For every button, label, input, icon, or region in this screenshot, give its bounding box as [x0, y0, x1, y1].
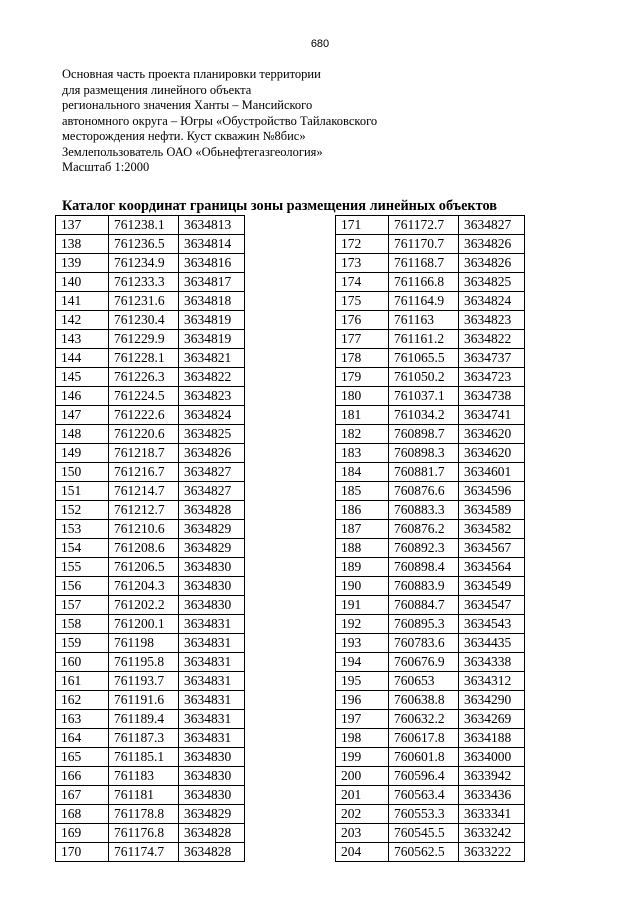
- point-number: 160: [56, 653, 109, 672]
- table-row: [336, 368, 525, 387]
- coord-y: 3634831: [179, 615, 245, 634]
- point-number: 150: [56, 463, 109, 482]
- point-number: 191: [336, 596, 389, 615]
- coord-x: 760562.5: [389, 843, 459, 862]
- coord-y: 3634589: [459, 501, 525, 520]
- table-row: [336, 444, 525, 463]
- table-row: [56, 653, 245, 672]
- table-row: [336, 539, 525, 558]
- point-number: 200: [336, 767, 389, 786]
- coord-y: 3634827: [179, 482, 245, 501]
- coord-x: 761233.3: [109, 273, 179, 292]
- coord-y: 3634829: [179, 539, 245, 558]
- coord-y: 3634831: [179, 653, 245, 672]
- coord-y: 3634826: [459, 254, 525, 273]
- point-number: 148: [56, 425, 109, 444]
- point-number: 193: [336, 634, 389, 653]
- point-number: 188: [336, 539, 389, 558]
- table-row: [56, 691, 245, 710]
- table-row: [336, 843, 525, 862]
- point-number: 180: [336, 387, 389, 406]
- coord-y: 3634723: [459, 368, 525, 387]
- coord-x: 761037.1: [389, 387, 459, 406]
- coord-x: 760601.8: [389, 748, 459, 767]
- table-row: [336, 786, 525, 805]
- point-number: 202: [336, 805, 389, 824]
- table-row: [336, 216, 525, 235]
- coord-x: 760596.4: [389, 767, 459, 786]
- point-number: 179: [336, 368, 389, 387]
- point-number: 183: [336, 444, 389, 463]
- coord-y: 3634828: [179, 843, 245, 862]
- coord-x: 761163: [389, 311, 459, 330]
- coord-x: 761168.7: [389, 254, 459, 273]
- coord-y: 3634814: [179, 235, 245, 254]
- coord-y: 3634830: [179, 596, 245, 615]
- table-row: [56, 729, 245, 748]
- point-number: 186: [336, 501, 389, 520]
- table-row: [56, 273, 245, 292]
- table-row: [56, 406, 245, 425]
- table-row: [56, 235, 245, 254]
- coord-y: 3634819: [179, 330, 245, 349]
- coord-x: 761200.1: [109, 615, 179, 634]
- table-row: [336, 805, 525, 824]
- coord-y: 3634825: [459, 273, 525, 292]
- coord-y: 3634828: [179, 501, 245, 520]
- point-number: 192: [336, 615, 389, 634]
- table-row: [336, 767, 525, 786]
- table-row: [56, 786, 245, 805]
- point-number: 190: [336, 577, 389, 596]
- point-number: 199: [336, 748, 389, 767]
- coord-y: 3634831: [179, 729, 245, 748]
- table-row: [56, 596, 245, 615]
- table-row: [56, 311, 245, 330]
- coord-y: 3634827: [179, 463, 245, 482]
- coord-x: 761230.4: [109, 311, 179, 330]
- point-number: 138: [56, 235, 109, 254]
- point-number: 197: [336, 710, 389, 729]
- coord-x: 761229.9: [109, 330, 179, 349]
- point-number: 169: [56, 824, 109, 843]
- coord-x: 761224.5: [109, 387, 179, 406]
- coord-x: 761214.7: [109, 482, 179, 501]
- coord-y: 3633436: [459, 786, 525, 805]
- coord-x: 760883.9: [389, 577, 459, 596]
- table-row: [56, 558, 245, 577]
- point-number: 171: [336, 216, 389, 235]
- coord-x: 761164.9: [389, 292, 459, 311]
- table-row: [56, 254, 245, 273]
- point-number: 168: [56, 805, 109, 824]
- point-number: 164: [56, 729, 109, 748]
- table-row: [56, 330, 245, 349]
- coord-x: 760553.3: [389, 805, 459, 824]
- point-number: 140: [56, 273, 109, 292]
- table-row: [336, 273, 525, 292]
- point-number: 204: [336, 843, 389, 862]
- point-number: 155: [56, 558, 109, 577]
- table-row: [336, 577, 525, 596]
- point-number: 152: [56, 501, 109, 520]
- coord-x: 760895.3: [389, 615, 459, 634]
- coord-x: 760545.5: [389, 824, 459, 843]
- coord-x: 761191.6: [109, 691, 179, 710]
- coord-y: 3634818: [179, 292, 245, 311]
- coord-x: 761065.5: [389, 349, 459, 368]
- point-number: 182: [336, 425, 389, 444]
- point-number: 146: [56, 387, 109, 406]
- document-header: [62, 67, 462, 176]
- coord-y: 3634567: [459, 539, 525, 558]
- table-row: [56, 216, 245, 235]
- point-number: 137: [56, 216, 109, 235]
- coord-x: 761234.9: [109, 254, 179, 273]
- table-row: [56, 463, 245, 482]
- coord-y: 3634831: [179, 634, 245, 653]
- point-number: 174: [336, 273, 389, 292]
- coord-y: 3634824: [179, 406, 245, 425]
- header-line: регионального значения Ханты – Мансийского: [62, 98, 313, 112]
- point-number: 157: [56, 596, 109, 615]
- table-row: [336, 520, 525, 539]
- coord-x: 761231.6: [109, 292, 179, 311]
- point-number: 142: [56, 311, 109, 330]
- coord-y: 3634822: [179, 368, 245, 387]
- coord-x: 761170.7: [389, 235, 459, 254]
- coord-y: 3634829: [179, 520, 245, 539]
- coord-y: 3634601: [459, 463, 525, 482]
- table-row: [336, 387, 525, 406]
- point-number: 151: [56, 482, 109, 501]
- coord-x: 761202.2: [109, 596, 179, 615]
- table-row: [336, 558, 525, 577]
- coord-x: 761034.2: [389, 406, 459, 425]
- coord-x: 760563.4: [389, 786, 459, 805]
- coord-y: 3634435: [459, 634, 525, 653]
- coord-y: 3634290: [459, 691, 525, 710]
- coord-y: 3633942: [459, 767, 525, 786]
- coord-y: 3634620: [459, 444, 525, 463]
- coord-x: 760898.4: [389, 558, 459, 577]
- coord-x: 761181: [109, 786, 179, 805]
- coord-x: 761218.7: [109, 444, 179, 463]
- header-line: Землепользователь ОАО «Обьнефтегазгеология»: [62, 144, 323, 159]
- coord-x: 760653: [389, 672, 459, 691]
- catalog-title: Каталог координат границы зоны размещения линейных объектов: [62, 198, 498, 214]
- point-number: 195: [336, 672, 389, 691]
- coord-y: 3634830: [179, 577, 245, 596]
- table-row: [56, 824, 245, 843]
- coord-y: 3634830: [179, 558, 245, 577]
- header-line: для размещения линейного объекта: [62, 82, 252, 97]
- point-number: 163: [56, 710, 109, 729]
- table-row: [56, 748, 245, 767]
- page-number: 680: [310, 38, 330, 50]
- table-row: [56, 482, 245, 501]
- point-number: 162: [56, 691, 109, 710]
- coord-y: 3634823: [179, 387, 245, 406]
- coord-y: 3634817: [179, 273, 245, 292]
- table-row: [56, 292, 245, 311]
- coord-y: 3634543: [459, 615, 525, 634]
- coord-y: 3634829: [179, 805, 245, 824]
- table-row: [56, 387, 245, 406]
- coord-y: 3634821: [179, 349, 245, 368]
- table-row: [56, 520, 245, 539]
- coord-y: 3634824: [459, 292, 525, 311]
- coord-x: 761183: [109, 767, 179, 786]
- coord-y: 3634312: [459, 672, 525, 691]
- point-number: 154: [56, 539, 109, 558]
- coord-x: 761166.8: [389, 273, 459, 292]
- coord-y: 3634823: [459, 311, 525, 330]
- table-row: [56, 539, 245, 558]
- coordinates-table-right: [335, 215, 525, 862]
- coord-x: 761220.6: [109, 425, 179, 444]
- coord-y: 3634831: [179, 710, 245, 729]
- coord-x: 760898.3: [389, 444, 459, 463]
- table-row: [336, 748, 525, 767]
- coord-y: 3633242: [459, 824, 525, 843]
- header-line: Основная часть проекта планировки территории: [62, 67, 321, 81]
- table-row: [336, 615, 525, 634]
- coord-y: 3634813: [179, 216, 245, 235]
- coord-y: 3634547: [459, 596, 525, 615]
- coord-x: 761210.6: [109, 520, 179, 539]
- coord-x: 761174.7: [109, 843, 179, 862]
- coord-y: 3633222: [459, 843, 525, 862]
- point-number: 196: [336, 691, 389, 710]
- coord-x: 761222.6: [109, 406, 179, 425]
- coord-y: 3634582: [459, 520, 525, 539]
- coord-x: 760892.3: [389, 539, 459, 558]
- point-number: 201: [336, 786, 389, 805]
- table-row: [336, 710, 525, 729]
- table-row: [336, 672, 525, 691]
- point-number: 149: [56, 444, 109, 463]
- point-number: 198: [336, 729, 389, 748]
- point-number: 189: [336, 558, 389, 577]
- coord-x: 761161.2: [389, 330, 459, 349]
- coord-y: 3634822: [459, 330, 525, 349]
- point-number: 144: [56, 349, 109, 368]
- header-line: автономного округа – Югры «Обустройство Тайлаковского: [62, 113, 378, 128]
- coord-x: 760884.7: [389, 596, 459, 615]
- table-row: [336, 653, 525, 672]
- coord-x: 761228.1: [109, 349, 179, 368]
- table-row: [336, 824, 525, 843]
- table-row: [336, 691, 525, 710]
- header-line: Масштаб 1:2000: [62, 160, 150, 174]
- point-number: 178: [336, 349, 389, 368]
- coord-y: 3634596: [459, 482, 525, 501]
- point-number: 159: [56, 634, 109, 653]
- point-number: 161: [56, 672, 109, 691]
- point-number: 177: [336, 330, 389, 349]
- table-row: [56, 444, 245, 463]
- table-row: [336, 254, 525, 273]
- point-number: 170: [56, 843, 109, 862]
- coord-x: 761208.6: [109, 539, 179, 558]
- table-row: [336, 596, 525, 615]
- table-row: [56, 805, 245, 824]
- coord-y: 3634549: [459, 577, 525, 596]
- point-number: 158: [56, 615, 109, 634]
- coord-x: 760876.2: [389, 520, 459, 539]
- coord-x: 761238.1: [109, 216, 179, 235]
- coord-x: 761050.2: [389, 368, 459, 387]
- point-number: 141: [56, 292, 109, 311]
- coord-y: 3634564: [459, 558, 525, 577]
- coord-y: 3634738: [459, 387, 525, 406]
- point-number: 185: [336, 482, 389, 501]
- table-row: [336, 425, 525, 444]
- coord-y: 3634816: [179, 254, 245, 273]
- coord-x: 761216.7: [109, 463, 179, 482]
- point-number: 167: [56, 786, 109, 805]
- coord-y: 3634831: [179, 691, 245, 710]
- coord-y: 3634825: [179, 425, 245, 444]
- coord-x: 761204.3: [109, 577, 179, 596]
- table-row: [56, 634, 245, 653]
- coord-y: 3634269: [459, 710, 525, 729]
- coord-x: 761212.7: [109, 501, 179, 520]
- table-row: [56, 368, 245, 387]
- coord-y: 3634338: [459, 653, 525, 672]
- coord-x: 760617.8: [389, 729, 459, 748]
- point-number: 175: [336, 292, 389, 311]
- coord-x: 760898.7: [389, 425, 459, 444]
- table-row: [56, 672, 245, 691]
- table-row: [56, 425, 245, 444]
- table-row: [56, 577, 245, 596]
- coord-y: 3634830: [179, 767, 245, 786]
- table-row: [336, 330, 525, 349]
- coord-y: 3634826: [459, 235, 525, 254]
- point-number: 194: [336, 653, 389, 672]
- coord-y: 3634830: [179, 786, 245, 805]
- coord-y: 3634741: [459, 406, 525, 425]
- point-number: 184: [336, 463, 389, 482]
- table-row: [336, 235, 525, 254]
- coord-x: 761193.7: [109, 672, 179, 691]
- table-row: [336, 406, 525, 425]
- point-number: 153: [56, 520, 109, 539]
- point-number: 145: [56, 368, 109, 387]
- coord-y: 3634620: [459, 425, 525, 444]
- coord-x: 760883.3: [389, 501, 459, 520]
- table-row: [336, 634, 525, 653]
- coord-x: 761189.4: [109, 710, 179, 729]
- table-row: [56, 349, 245, 368]
- coord-x: 760881.7: [389, 463, 459, 482]
- coord-x: 760876.6: [389, 482, 459, 501]
- table-row: [336, 311, 525, 330]
- table-row: [336, 349, 525, 368]
- point-number: 139: [56, 254, 109, 273]
- coord-x: 760676.9: [389, 653, 459, 672]
- table-row: [336, 292, 525, 311]
- coord-x: 761195.8: [109, 653, 179, 672]
- coord-x: 760783.6: [389, 634, 459, 653]
- table-row: [56, 710, 245, 729]
- coord-y: 3634000: [459, 748, 525, 767]
- table-row: [56, 615, 245, 634]
- table-row: [336, 501, 525, 520]
- coord-y: 3634828: [179, 824, 245, 843]
- coord-x: 761198: [109, 634, 179, 653]
- point-number: 165: [56, 748, 109, 767]
- point-number: 147: [56, 406, 109, 425]
- table-row: [336, 482, 525, 501]
- header-line: месторождения нефти. Куст скважин №8бис»: [62, 129, 306, 143]
- point-number: 181: [336, 406, 389, 425]
- coordinates-table-left: [55, 215, 245, 862]
- coord-x: 761206.5: [109, 558, 179, 577]
- coord-y: 3634188: [459, 729, 525, 748]
- coord-y: 3634826: [179, 444, 245, 463]
- point-number: 187: [336, 520, 389, 539]
- coord-x: 761226.3: [109, 368, 179, 387]
- point-number: 143: [56, 330, 109, 349]
- coord-x: 760638.8: [389, 691, 459, 710]
- table-row: [56, 767, 245, 786]
- point-number: 172: [336, 235, 389, 254]
- coord-x: 761236.5: [109, 235, 179, 254]
- point-number: 176: [336, 311, 389, 330]
- table-row: [336, 729, 525, 748]
- table-row: [56, 843, 245, 862]
- coord-x: 761176.8: [109, 824, 179, 843]
- point-number: 166: [56, 767, 109, 786]
- table-row: [56, 501, 245, 520]
- coord-y: 3634831: [179, 672, 245, 691]
- coord-x: 761178.8: [109, 805, 179, 824]
- coord-x: 761185.1: [109, 748, 179, 767]
- coord-y: 3634830: [179, 748, 245, 767]
- coord-y: 3634827: [459, 216, 525, 235]
- coord-y: 3633341: [459, 805, 525, 824]
- coord-x: 761187.3: [109, 729, 179, 748]
- table-row: [336, 463, 525, 482]
- coord-y: 3634737: [459, 349, 525, 368]
- coord-x: 761172.7: [389, 216, 459, 235]
- point-number: 156: [56, 577, 109, 596]
- coord-x: 760632.2: [389, 710, 459, 729]
- coord-y: 3634819: [179, 311, 245, 330]
- point-number: 173: [336, 254, 389, 273]
- point-number: 203: [336, 824, 389, 843]
